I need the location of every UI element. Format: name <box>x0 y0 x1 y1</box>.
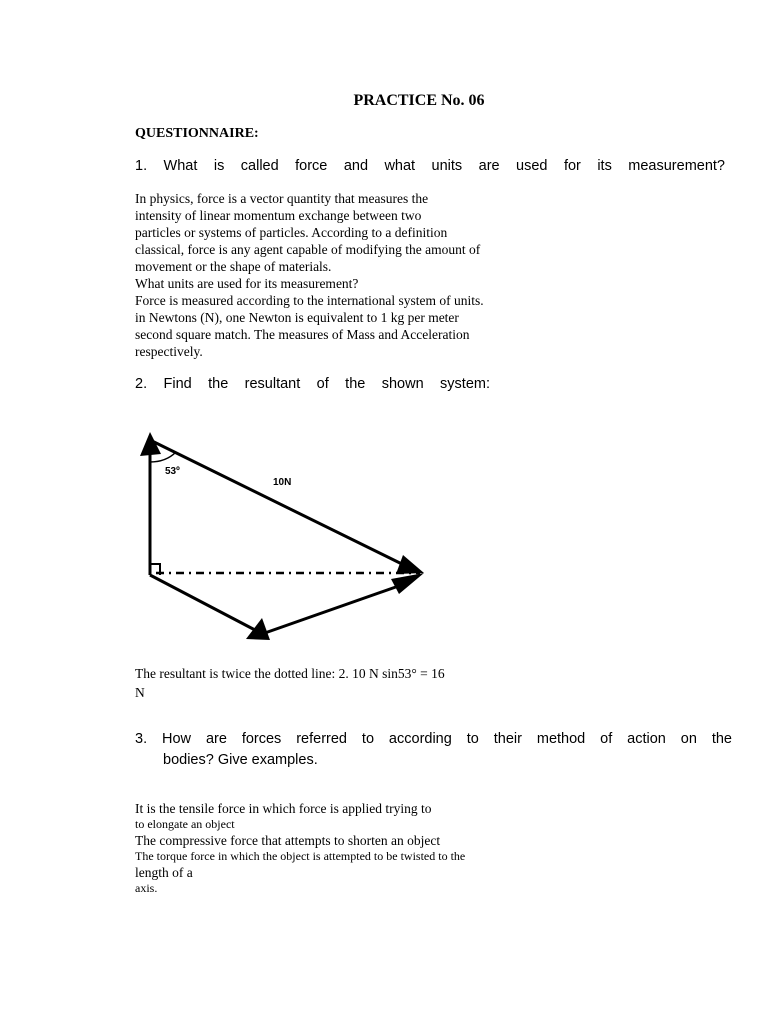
lower-right-vector <box>262 582 410 634</box>
answer-1-line: particles or systems of particles. According to a definition <box>135 225 448 240</box>
answer-1 <box>135 190 484 360</box>
answer-3-line: The torque force in which the object is attempted to be twisted to the <box>135 849 466 863</box>
answer-1-line: In physics, force is a vector quantity that measures the <box>135 191 429 206</box>
answer-1-line: intensity of linear momentum exchange between two <box>135 208 422 223</box>
answer-3 <box>135 800 465 896</box>
force-diagram <box>130 425 440 650</box>
answer-3-line: It is the tensile force in which force is applied trying to <box>135 801 432 816</box>
lower-left-vector <box>150 575 255 630</box>
arrowhead-10n <box>396 555 424 574</box>
answer-1-line: What units are used for its measurement? <box>135 276 359 291</box>
answer-3-line: axis. <box>135 881 158 895</box>
answer-3-line: to elongate an object <box>135 817 235 831</box>
answer-2-line: N <box>135 685 145 700</box>
answer-1-line: classical, force is any agent capable of modifying the amount of <box>135 242 481 257</box>
question-3-line-2: bodies? Give examples. <box>163 752 318 768</box>
answer-1-line: respectively. <box>135 344 203 359</box>
answer-1-line: second square match. The measures of Mass and Acceleration <box>135 327 470 342</box>
answer-2 <box>135 664 445 702</box>
force-10n-vector <box>150 440 410 568</box>
page-title: PRACTICE No. 06 <box>353 92 485 109</box>
question-3-line-1: 3. How are forces referred to according to their method of action on the <box>135 731 732 747</box>
questionnaire-heading: QUESTIONNAIRE: <box>135 126 259 141</box>
arrowhead-bottom <box>246 618 270 640</box>
answer-1-line: Force is measured according to the international system of units. <box>135 293 484 308</box>
answer-1-line: movement or the shape of materials. <box>135 259 332 274</box>
question-2: 2. Find the resultant of the shown system: <box>135 376 490 392</box>
arrowhead-right-lower <box>391 573 424 594</box>
answer-3-line: The compressive force that attempts to shorten an object <box>135 833 441 848</box>
answer-3-line: length of a <box>135 865 193 880</box>
answer-1-line: in Newtons (N), one Newton is equivalent to 1 kg per meter <box>135 310 459 325</box>
angle-label: 53º <box>165 466 180 477</box>
force-label: 10N <box>273 477 292 488</box>
answer-2-line: The resultant is twice the dotted line: 2. 10 N sin53° = 16 <box>135 666 445 681</box>
question-1: 1. What is called force and what units are used for its measurement? <box>135 158 725 174</box>
